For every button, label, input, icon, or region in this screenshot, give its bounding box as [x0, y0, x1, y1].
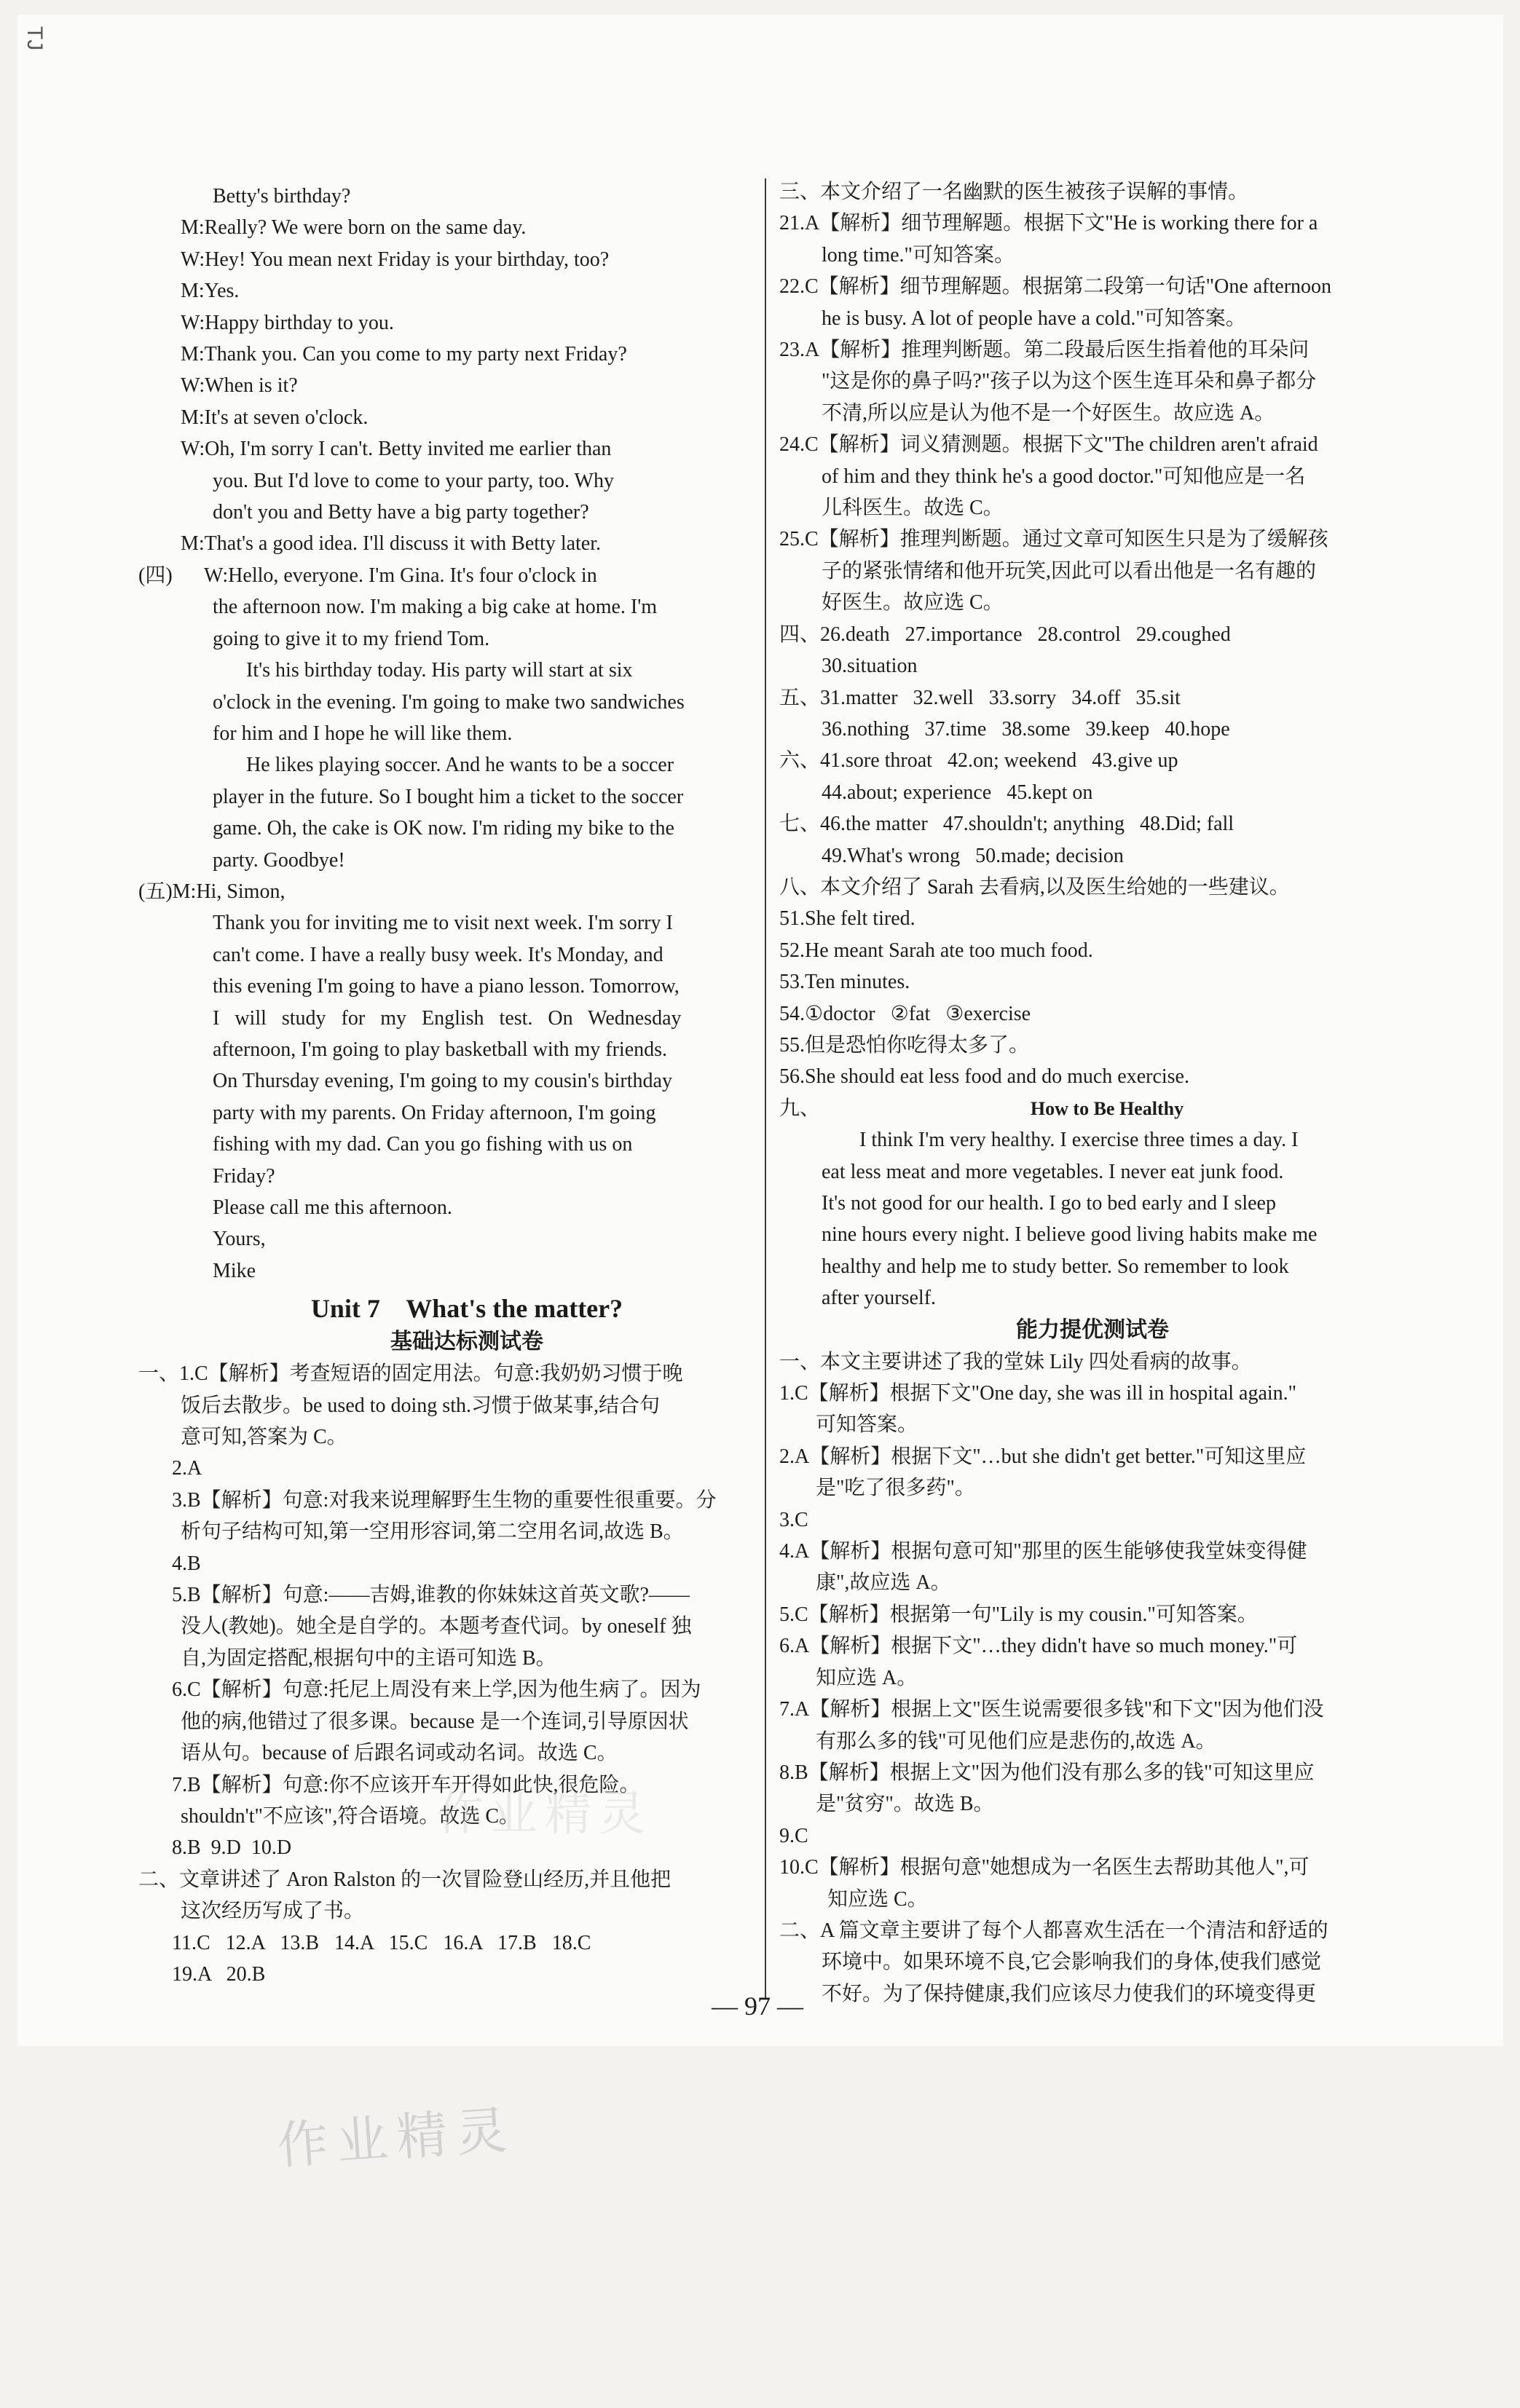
text-line: M:Thank you. Can you come to my party next Friday?	[181, 343, 627, 366]
answer-line: 3.B【解析】句意:对我来说理解野生生物的重要性很重要。分	[172, 1488, 717, 1512]
answer-line: 11.C 12.A 13.B 14.A 15.C 16.A 17.B 18.C	[172, 1931, 591, 1954]
answer-line: 四、26.death 27.importance 28.control 29.coughed	[779, 623, 1231, 646]
text-line: can't come. I have a really busy week. It's Monday, and	[213, 943, 663, 966]
answer-line: 1.C【解析】根据下文"One day, she was ill in hospital again."	[779, 1382, 1297, 1405]
answer-line: 意可知,答案为 C。	[181, 1426, 347, 1449]
text-line: On Thursday evening, I'm going to my cousin's birthday	[213, 1070, 672, 1093]
answer-line: 知应选 A。	[816, 1666, 918, 1689]
text-line: don't you and Betty have a big party together?	[213, 501, 589, 524]
answer-line: 5.B【解析】句意:——吉姆,谁教的你妹妹这首英文歌?——	[172, 1584, 690, 1607]
answer-line: 自,为固定搭配,根据句中的主语可知选 B。	[181, 1646, 556, 1670]
answer-line: 不清,所以应是认为他不是一个好医生。故应选 A。	[822, 401, 1275, 425]
answer-line: 23.A【解析】推理判断题。第二段最后医生指着他的耳朵问	[779, 339, 1310, 362]
answer-line: 55.但是恐怕你吃得太多了。	[779, 1033, 1030, 1057]
answer-line: long time."可知答案。	[822, 243, 1015, 267]
text-line: He likes playing soccer. And he wants to be a soccer	[246, 754, 674, 777]
answer-line: 一、1.C【解析】考查短语的固定用法。句意:我奶奶习惯于晚	[138, 1362, 683, 1386]
answer-line: he is busy. A lot of people have a cold."可知答案。	[822, 307, 1246, 330]
text-line: you. But I'd love to come to your party, too. Why	[213, 469, 614, 492]
text-line: for him and I hope he will like them.	[213, 722, 513, 745]
essay-line: after yourself.	[822, 1287, 937, 1310]
text-line-content: W:Hello, everyone. I'm Gina. It's four o'clock in	[204, 564, 597, 587]
answer-line: 没人(教她)。她全是自学的。本题考查代词。by oneself 独	[181, 1615, 692, 1638]
answer-line: 饭后去散步。be used to doing sth.习惯于做某事,结合句	[181, 1394, 660, 1417]
text-line: W:Oh, I'm sorry I can't. Betty invited me earlier than	[181, 438, 612, 461]
text-line: Betty's birthday?	[213, 185, 351, 208]
answer-line: 是"贫穷"。故选 B。	[816, 1793, 994, 1816]
essay-line: It's not good for our health. I go to bed early and I sleep	[822, 1192, 1276, 1215]
text-line: Yours,	[213, 1228, 266, 1251]
answer-line: 2.A	[172, 1457, 202, 1480]
answer-line: 这次经历写成了书。	[181, 1900, 365, 1923]
answer-line: 他的病,他错过了很多课。because 是一个连词,引导原因状	[181, 1710, 689, 1733]
unit-title: Unit 7 What's the matter?	[310, 1294, 623, 1324]
answer-line: 语从句。because of 后跟名词或动名词。故选 C。	[181, 1742, 618, 1765]
answer-line: 康",故应选 A。	[816, 1571, 951, 1595]
section-label: 九、	[779, 1097, 821, 1120]
column-divider	[765, 178, 766, 1999]
answer-line: 54.①doctor ②fat ③exercise	[779, 1002, 1031, 1025]
text-line: this evening I'm going to have a piano lesson. Tomorrow,	[213, 975, 680, 998]
answer-line: 儿科医生。故选 C。	[822, 497, 1004, 520]
answer-line: 49.What's wrong 50.made; decision	[822, 844, 1124, 867]
section-title: 能力提优测试卷	[1016, 1316, 1169, 1343]
answer-line: 9.C	[779, 1824, 808, 1847]
text-line	[138, 560, 753, 591]
answer-line: 是"吃了很多药"。	[816, 1477, 975, 1500]
answer-line: 6.C【解析】句意:托尼上周没有来上学,因为他生病了。因为	[172, 1678, 701, 1702]
answer-line: 22.C【解析】细节理解题。根据第二段第一句话"One afternoon	[779, 275, 1332, 299]
answer-line: 10.C【解析】根据句意"她想成为一名医生去帮助其他人",可	[779, 1856, 1310, 1879]
watermark: 作业精灵	[275, 2099, 518, 2176]
text-line: afternoon, I'm going to play basketball with my friends.	[213, 1038, 668, 1061]
text-line: player in the future. So I bought him a ticket to the soccer	[213, 785, 684, 808]
answer-line: 30.situation	[822, 655, 918, 678]
text-line: game. Oh, the cake is OK now. I'm riding my bike to the	[213, 817, 674, 840]
answer-line: 5.C【解析】根据第一句"Lily is my cousin."可知答案。	[779, 1603, 1258, 1626]
answer-line: 24.C【解析】词义猜测题。根据下文"The children aren't afraid	[779, 433, 1318, 457]
answer-line: 7.A【解析】根据上文"医生说需要很多钱"和下文"因为他们没	[779, 1698, 1324, 1721]
essay-line: I think I'm very healthy. I exercise three times a day. I	[859, 1129, 1299, 1152]
essay-heading-line	[779, 1093, 1406, 1124]
answer-line: 4.A【解析】根据句意可知"那里的医生能够使我堂妹变得健	[779, 1540, 1307, 1563]
text-line: M:It's at seven o'clock.	[181, 406, 369, 429]
section-label: (四)	[138, 564, 173, 587]
text-line: the afternoon now. I'm making a big cake at home. I'm	[213, 596, 658, 619]
answer-line: 4.B	[172, 1552, 201, 1575]
essay-line: nine hours every night. I believe good living habits make me	[822, 1223, 1318, 1247]
page-number-value: 97	[744, 1991, 771, 2021]
answer-line: 51.She felt tired.	[779, 907, 915, 931]
text-line: o'clock in the evening. I'm going to make two sandwiches	[213, 690, 685, 714]
answer-line: 好医生。故应选 C。	[822, 591, 1004, 615]
text-line: Please call me this afternoon.	[213, 1196, 452, 1219]
watermark-faint: 作业精灵	[437, 1788, 653, 1841]
answer-line: 19.A 20.B	[172, 1962, 266, 1986]
answer-line: shouldn't"不应该",符合语境。故选 C。	[181, 1804, 520, 1828]
text-line: Mike	[213, 1259, 256, 1282]
answer-line: 6.A【解析】根据下文"…they didn't have so much money."可	[779, 1635, 1298, 1658]
left-column	[138, 181, 753, 1990]
text-line: W:Happy birthday to you.	[181, 311, 394, 334]
answer-line: 有那么多的钱"可见他们应是悲伤的,故选 A。	[816, 1729, 1216, 1753]
answer-line: 八、本文介绍了 Sarah 去看病,以及医生给她的一些建议。	[779, 875, 1290, 899]
section-title: 基础达标测试卷	[390, 1329, 543, 1355]
answer-line: 三、本文介绍了一名幽默的医生被孩子误解的事情。	[779, 181, 1249, 203]
essay-title: How to Be Healthy	[1030, 1097, 1184, 1119]
text-line: Friday?	[213, 1164, 275, 1188]
page-number: — 97 —	[712, 1991, 803, 2021]
answer-line: 56.She should eat less food and do much exercise.	[779, 1065, 1189, 1089]
answer-line: 七、46.the matter 47.shouldn't; anything 48.Did; fall	[779, 813, 1234, 836]
answer-line: 析句子结构可知,第一空用形容词,第二空用名词,故选 B。	[181, 1520, 684, 1544]
essay-line: healthy and help me to study better. So remember to look	[822, 1255, 1289, 1278]
answer-line: 53.Ten minutes.	[779, 971, 910, 994]
answer-line: of him and they think he's a good doctor."可知他应是一名	[822, 465, 1306, 488]
answer-line: 五、31.matter 32.well 33.sorry 34.off 35.sit	[779, 686, 1181, 709]
answer-line: 知应选 C。	[827, 1887, 928, 1911]
corner-tag: TJ	[23, 26, 47, 51]
answer-line: 36.nothing 37.time 38.some 39.keep 40.hope	[822, 717, 1230, 741]
text-line: going to give it to my friend Tom.	[213, 627, 490, 650]
text-line: W:When is it?	[181, 374, 298, 398]
answer-line: 不好。为了保持健康,我们应该尽力使我们的环境变得更	[822, 1982, 1317, 2005]
answer-line: 可知答案。	[816, 1413, 918, 1437]
text-line: fishing with my dad. Can you go fishing with us on	[213, 1133, 633, 1156]
answer-line: 2.A【解析】根据下文"…but she didn't get better."可知这里应	[779, 1445, 1307, 1468]
answer-line: 二、文章讲述了 Aron Ralston 的一次冒险登山经历,并且他把	[138, 1868, 672, 1891]
text-line: (五)M:Hi, Simon,	[138, 880, 286, 903]
text-line: party with my parents. On Friday afternoon, I'm going	[213, 1101, 656, 1124]
text-line: I will study for my English test. On Wednesday	[213, 1006, 682, 1030]
text-line: W:Hey! You mean next Friday is your birthday, too?	[181, 248, 610, 271]
answer-line: 3.C	[779, 1508, 808, 1531]
answer-line: 子的紧张情绪和他开玩笑,因此可以看出他是一名有趣的	[822, 559, 1317, 583]
answer-line: 21.A【解析】细节理解题。根据下文"He is working there for a	[779, 212, 1318, 235]
answer-line: 一、本文主要讲述了我的堂妹 Lily 四处看病的故事。	[779, 1350, 1252, 1373]
right-column	[779, 176, 1406, 2010]
answer-line: 二、A 篇文章主要讲了每个人都喜欢生活在一个清洁和舒适的	[779, 1919, 1328, 1942]
answer-line: 环境中。如果环境不良,它会影响我们的身体,使我们感觉	[822, 1951, 1322, 1974]
text-line: M:Yes.	[181, 280, 240, 303]
answer-line: 8.B 9.D 10.D	[172, 1836, 292, 1860]
text-line: M:Really? We were born on the same day.	[181, 216, 527, 240]
answer-line: 8.B【解析】根据上文"因为他们没有那么多的钱"可知这里应	[779, 1761, 1315, 1784]
text-line: Thank you for inviting me to visit next week. I'm sorry I	[213, 912, 673, 935]
answer-line: 7.B【解析】句意:你不应该开车开得如此快,很危险。	[172, 1773, 640, 1796]
essay-line: eat less meat and more vegetables. I never eat junk food.	[822, 1160, 1284, 1183]
answer-line: 52.He meant Sarah ate too much food.	[779, 939, 1093, 962]
text-line: It's his birthday today. His party will start at six	[246, 659, 633, 682]
answer-line: "这是你的鼻子吗?"孩子以为这个医生连耳朵和鼻子都分	[822, 370, 1317, 393]
answer-line: 25.C【解析】推理判断题。通过文章可知医生只是为了缓解孩	[779, 528, 1328, 551]
answer-line: 44.about; experience 45.kept on	[822, 781, 1093, 804]
answer-line: 六、41.sore throat 42.on; weekend 43.give up	[779, 749, 1178, 773]
text-line: party. Goodbye!	[213, 848, 345, 872]
text-line: M:That's a good idea. I'll discuss it with Betty later.	[181, 532, 602, 556]
